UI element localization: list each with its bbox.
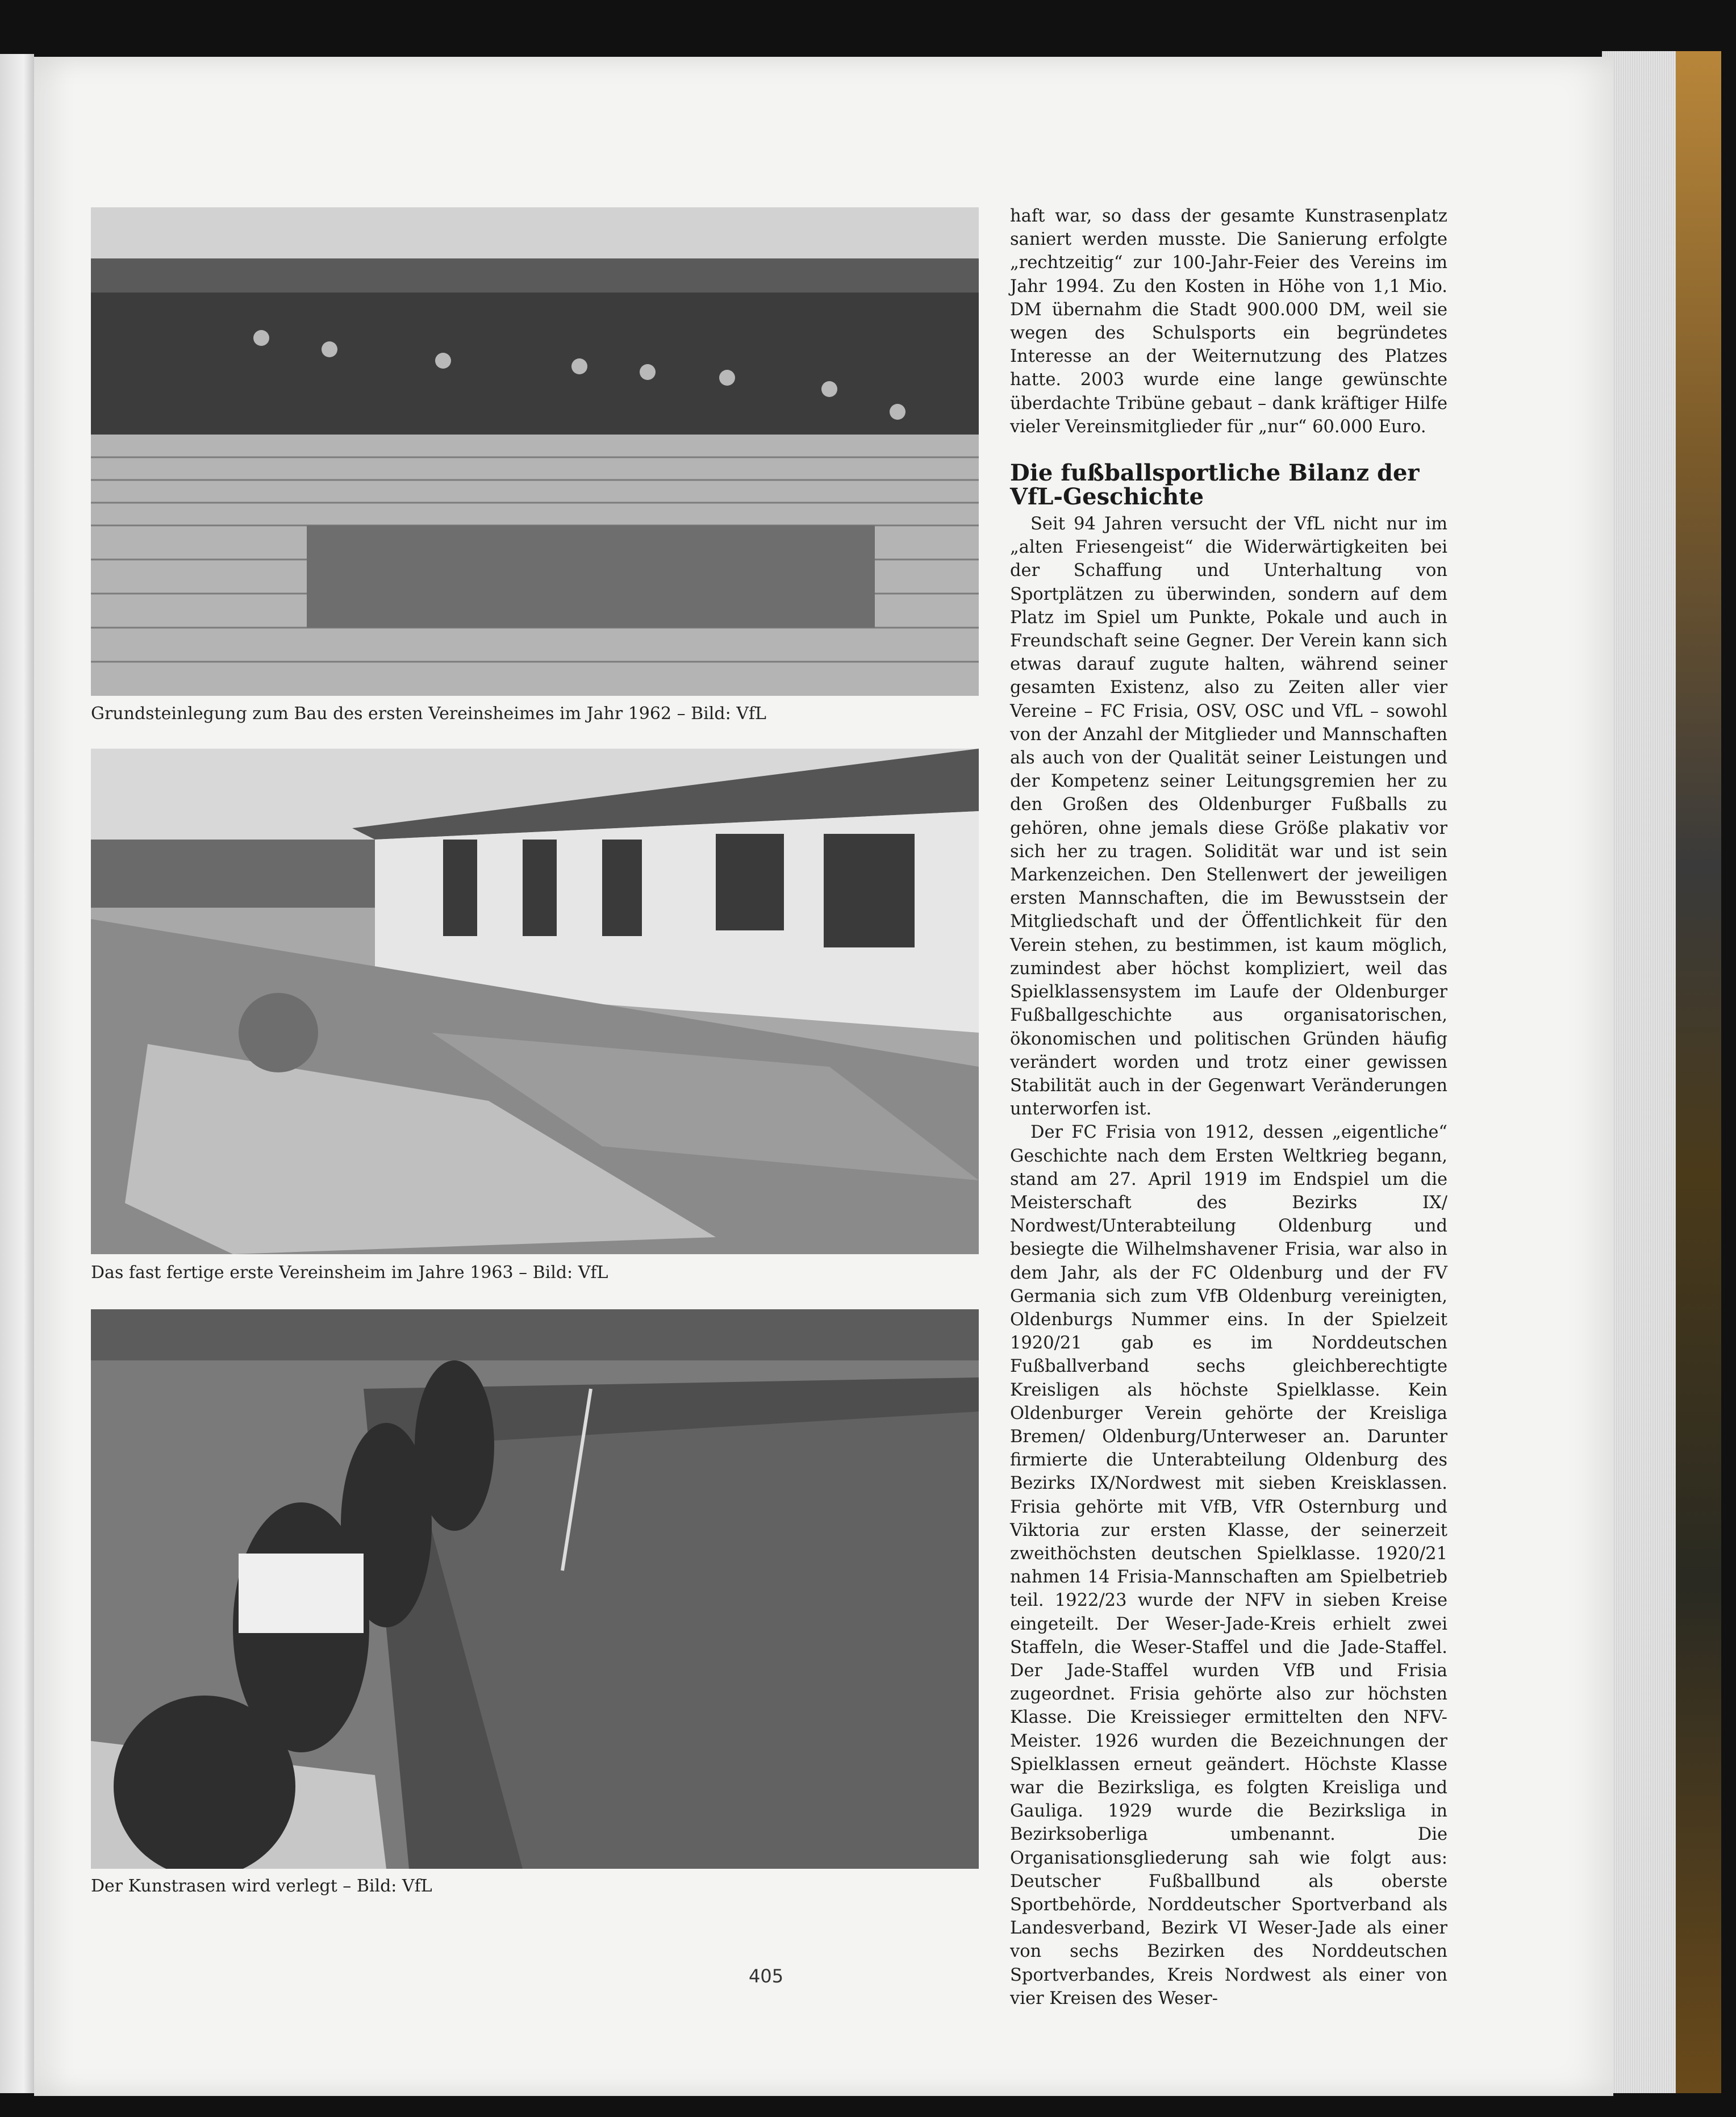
photo-foundation-ceremony <box>91 207 979 696</box>
caption-photo-1: Grundsteinlegung zum Bau des ersten Vereinsheimes im Jahr 1962 – Bild: VfL <box>91 704 766 724</box>
photo-foundation-ceremony-image <box>91 207 979 696</box>
photo-artificial-turf <box>91 1309 979 1869</box>
page-number: 405 <box>749 1965 784 1987</box>
article-paragraph-3: Der FC Frisia von 1912, dessen „eigentliche“ Geschichte nach dem Ersten Weltkrieg begann, stand am 27. April 1919 im Endspiel um die Meisterschaft des Bezirks IX/ Nordwest/Unterabteilung Oldenburg und besiegte die Wilhelmshavener Frisia, war also in dem Jahr, als der FC Oldenburg und der FV Germania sich zum VfB Oldenburg vereinigten, Oldenburgs Nummer eins. In der Spielzeit 1920/21 gab es im Norddeutschen Fußballverband sechs gleichberechtigte Kreisligen als höchste Spielklasse. Kein Oldenburger Verein gehörte der Kreisliga Bremen/ Oldenburg/Unterweser an. Darunter firmierte die Unterabteilung Oldenburg des Bezirks IX/Nordwest mit sieben Kreisklassen. Frisia gehörte mit VfB, VfR Osternburg und Viktoria zur ersten Klasse, der seinerzeit zweithöchsten deutschen Spielklasse. 1920/21 nahmen 14 Frisia-Mannschaften am Spielbetrieb teil. 1922/23 wurde der NFV in sieben Kreise eingeteilt. Der Weser-Jade-Kreis erhielt zwei Staffeln, die Weser-Staffel und die Jade-Staffel. Der Jade-Staffel wurden VfB und Frisia zugeordnet. Frisia gehörte also zur höchsten Klasse. Die Kreissieger ermittelten den NFV-Meister. 1926 wurden die Bezeichnungen der Spielklassen erneut geändert. Höchste Klasse war die Bezirksliga, es folgten Kreisliga und Gauliga. 1929 wurde die Bezirksliga in Bezirksoberliga umbenannt. Die Organisationsgliederung sah wie folgt aus: Deutscher Fußballbund als oberste Sportbehörde, Norddeutscher Sportverband als Landesverband, Bezirk VI Weser-Jade als einer von sechs Bezirken des Norddeutschen Sportverbandes, Kreis Nordwest als einer von vier Kreisen des Weser- <box>1010 1122 1447 2009</box>
caption-photo-3: Der Kunstrasen wird verlegt – Bild: VfL <box>91 1876 432 1896</box>
article-paragraph-2: Seit 94 Jahren versucht der VfL nicht nur im „alten Friesengeist“ die Widerwärtigkeiten bei der Schaffung und Unterhaltung von Sportplätzen zu überwinden, sondern auf dem Platz im Spiel um Punkte, Pokale und auch in Freundschaft seine Gegner. Der Verein kann sich etwas darauf zugute halten, während seiner gesamten Existenz, also zu Zeiten aller vier Vereine – FC Frisia, OSV, OSC und VfL – sowohl von der Anzahl der Mitglieder und Mannschaften als auch von der Qualität seiner Leistungen und der Kompetenz seiner Leitungsgremien her zu den Großen des Oldenburger Fußballs zu gehören, ohne jemals diese Größe plakativ vor sich her zu tragen. Solidität war und ist sein Markenzeichen. Den Stellenwert der jeweiligen ersten Mannschaften, die im Bewusstsein der Mitgliedschaft und der Öffentlichkeit für den Verein stehen, zu bestimmen, ist kaum möglich, zumindest aber höchst kompliziert, weil das Spielklassensystem im Laufe der Oldenburger Fußballgeschichte aus organisatorischen, ökonomischen und politischen Gründen häufig verändert worden und trotz einer gewissen Stabilität auch in der Gegenwart Veränderungen unterworfen ist. <box>1010 514 1447 1120</box>
book-cover-edge <box>1676 51 1721 2093</box>
photo-clubhouse-1963 <box>91 749 979 1254</box>
photo-clubhouse-1963-image <box>91 749 979 1254</box>
left-page-edge <box>0 54 34 2093</box>
article-paragraph-intro: haft war, so dass der gesamte Kunstrasenplatz saniert werden musste. Die Sanierung erfolgte „rechtzeitig“ zur 100-Jahr-Feier des Vereins im Jahr 1994. Zu den Kosten in Höhe von 1,1 Mio. DM übernahm die Stadt 900.000 DM, weil sie wegen des Schulsports ein begründetes Interesse an der Weiternutzung des Platzes hatte. 2003 wurde eine lange gewünschte überdachte Tribüne gebaut – dank kräftiger Hilfe vieler Vereinsmitglieder für „nur“ 60.000 Euro. <box>1010 206 1447 437</box>
photo-artificial-turf-image <box>91 1309 979 1869</box>
section-heading: Die fußballsportliche Bilanz der VfL-Geschichte <box>1010 460 1420 511</box>
article-column <box>1010 204 1447 2010</box>
caption-photo-2: Das fast fertige erste Vereinsheim im Jahre 1963 – Bild: VfL <box>91 1263 608 1283</box>
